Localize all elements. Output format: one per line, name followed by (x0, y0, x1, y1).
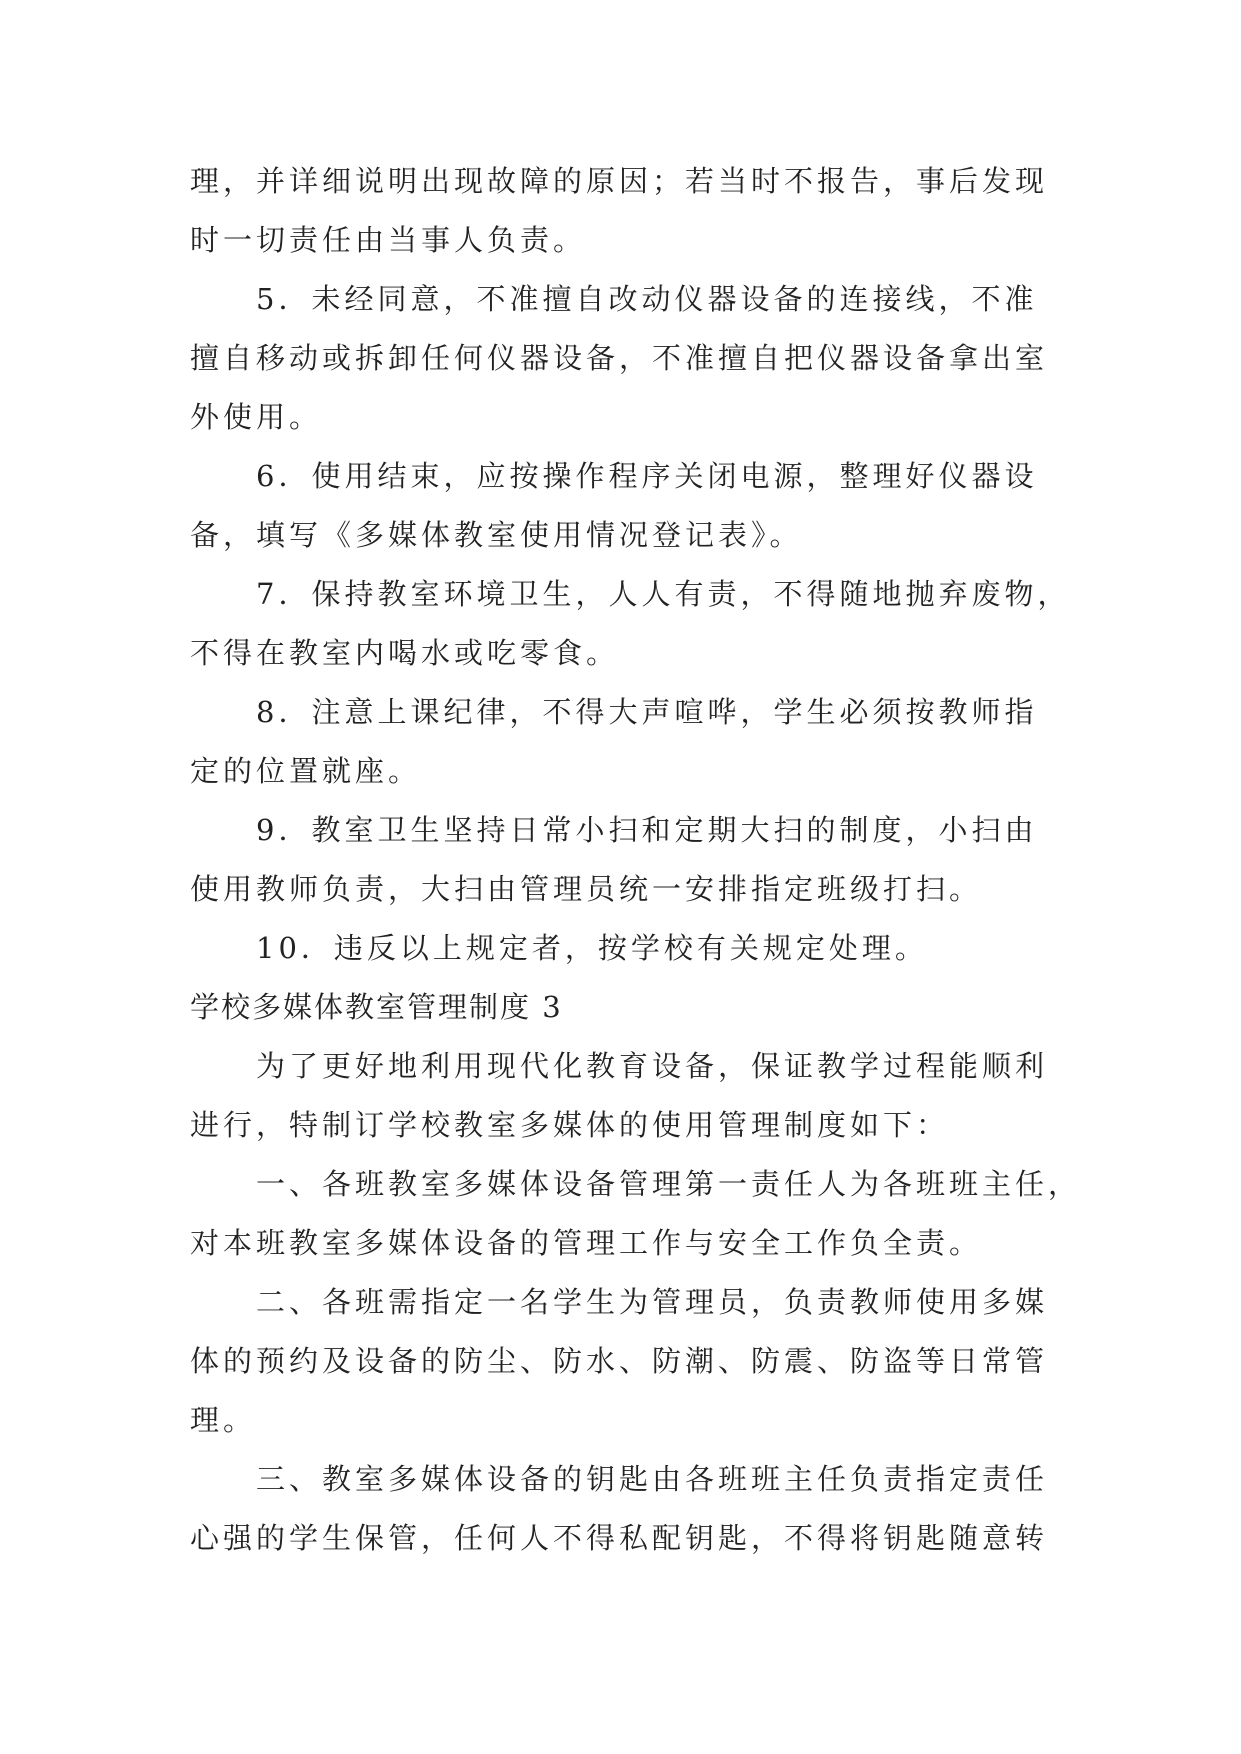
text-line: 备，填写《多媒体教室使用情况登记表》。 (190, 518, 803, 552)
document-body (190, 152, 1082, 1568)
text-line: 10．违反以上规定者，按学校有关规定处理。 (256, 931, 928, 965)
text-line: 心强的学生保管，任何人不得私配钥匙，不得将钥匙随意转 (190, 1521, 1049, 1555)
text-line: 6．使用结束，应按操作程序关闭电源，整理好仪器设 (256, 459, 1038, 493)
text-line: 理，并详细说明出现故障的原因；若当时不报告，事后发现 (190, 164, 1049, 198)
text-line: 理。 (190, 1403, 257, 1437)
text-line: 体的预约及设备的防尘、防水、防潮、防震、防盗等日常管 (190, 1344, 1049, 1378)
text-line: 定的位置就座。 (190, 754, 422, 788)
text-line: 使用教师负责，大扫由管理员统一安排指定班级打扫。 (190, 872, 983, 906)
text-line: 为了更好地利用现代化教育设备，保证教学过程能顺利 (256, 1049, 1049, 1083)
text-line: 8．注意上课纪律，不得大声喧哗，学生必须按教师指 (256, 695, 1038, 729)
text-line: 7．保持教室环境卫生，人人有责，不得随地抛弃废物， (256, 577, 1071, 611)
text-line: 擅自移动或拆卸任何仪器设备，不准擅自把仪器设备拿出室 (190, 341, 1049, 375)
text-line: 对本班教室多媒体设备的管理工作与安全工作负全责。 (190, 1226, 983, 1260)
text-line: 三、教室多媒体设备的钥匙由各班班主任负责指定责任 (256, 1462, 1049, 1496)
text-line: 一、各班教室多媒体设备管理第一责任人为各班班主任， (256, 1167, 1082, 1201)
text-line: 二、各班需指定一名学生为管理员，负责教师使用多媒 (256, 1285, 1049, 1319)
text-line: 9．教室卫生坚持日常小扫和定期大扫的制度，小扫由 (256, 813, 1038, 847)
section-heading: 学校多媒体教室管理制度 3 (190, 990, 563, 1024)
text-line: 外使用。 (190, 400, 323, 434)
text-line: 时一切责任由当事人负责。 (190, 223, 587, 257)
text-line: 不得在教室内喝水或吃零食。 (190, 636, 620, 670)
text-line: 5．未经同意，不准擅自改动仪器设备的连接线，不准 (256, 282, 1038, 316)
text-line: 进行，特制订学校教室多媒体的使用管理制度如下： (190, 1108, 950, 1142)
